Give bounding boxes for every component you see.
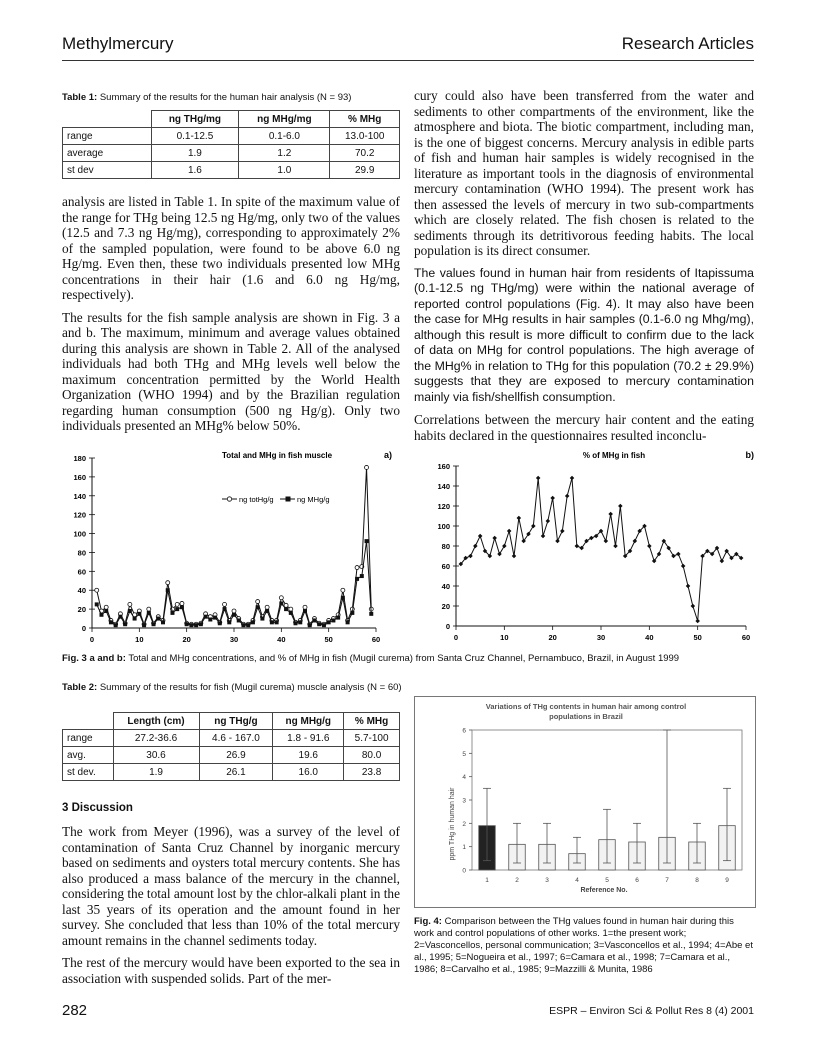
data-point bbox=[118, 615, 122, 619]
data-point bbox=[365, 539, 369, 543]
data-point bbox=[95, 588, 99, 592]
y-tick-label: 4 bbox=[462, 774, 466, 782]
paragraph: The results for the fish sample analysis are shown in Fig. 3 a and b. The maximum, minimum and average values obtained during this analysis are shown in Table 2. All of the analysed individuals had both THg and MHg levels well below the maximum concentration permitted by the World Health Organization (WHO 1994) and by the Brazilian regulation regarding human consumption (500 ng Hg/g). Only two individuals presented an MHg% below 50%. bbox=[62, 309, 400, 433]
data-point bbox=[128, 609, 132, 613]
table-cell: 1.8 - 91.6 bbox=[273, 730, 344, 747]
table2-col-header: ng THg/g bbox=[199, 713, 273, 730]
data-point bbox=[166, 581, 170, 585]
data-point bbox=[142, 623, 146, 627]
y-tick-label: 120 bbox=[437, 502, 450, 511]
data-point bbox=[199, 622, 203, 626]
y-tick-label: 3 bbox=[462, 797, 466, 805]
data-point bbox=[104, 609, 108, 613]
row-label: average bbox=[63, 145, 152, 162]
data-point bbox=[204, 615, 208, 619]
x-tick-label: 10 bbox=[500, 633, 509, 642]
table-row bbox=[63, 128, 400, 145]
y-tick-label: 0 bbox=[445, 622, 450, 631]
y-tick-label: 40 bbox=[77, 586, 86, 596]
fig4-caption-label: Fig. 4: bbox=[414, 916, 442, 927]
data-point bbox=[478, 534, 483, 539]
chart-marks bbox=[459, 476, 744, 624]
y-tick-label: 100 bbox=[73, 529, 86, 539]
legend-entry: ng totHg/g bbox=[239, 495, 274, 504]
panel-label: b) bbox=[745, 450, 754, 460]
data-point bbox=[346, 620, 350, 624]
table-cell: 23.8 bbox=[344, 764, 400, 781]
x-tick-label: 10 bbox=[135, 635, 144, 644]
data-point bbox=[531, 524, 536, 529]
data-point bbox=[570, 476, 575, 481]
data-point bbox=[208, 618, 212, 622]
data-point bbox=[294, 621, 298, 625]
data-point bbox=[133, 617, 137, 621]
table2-col-header: ng MHg/g bbox=[273, 713, 344, 730]
series-line bbox=[461, 478, 741, 621]
data-point bbox=[341, 596, 345, 600]
table-cell: 30.6 bbox=[113, 747, 199, 764]
data-point bbox=[166, 588, 170, 592]
table-row bbox=[63, 764, 400, 781]
x-tick-label: 0 bbox=[89, 635, 95, 644]
legend-circle-marker bbox=[227, 497, 231, 501]
y-axis-label: ppm THg in human hair bbox=[449, 787, 456, 861]
table-row bbox=[63, 145, 400, 162]
running-header-left: Methylmercury bbox=[62, 34, 174, 53]
data-point bbox=[341, 588, 345, 592]
chart-fig4 bbox=[414, 696, 756, 908]
paragraph: Correlations between the mercury hair content and the eating habits declared in the questionnaires resulted inconclu- bbox=[414, 412, 754, 443]
table-cell: 0.1-6.0 bbox=[239, 128, 330, 145]
row-label: range bbox=[63, 730, 114, 747]
data-point bbox=[265, 609, 269, 613]
data-point bbox=[99, 613, 103, 617]
data-point bbox=[575, 544, 580, 549]
y-tick-label: 5 bbox=[462, 750, 466, 758]
data-point bbox=[350, 611, 354, 615]
table-cell: 1.0 bbox=[239, 162, 330, 179]
table1-col-header: % MHg bbox=[330, 111, 400, 128]
data-point bbox=[331, 618, 335, 622]
row-label: st dev. bbox=[63, 764, 114, 781]
table-cell: 1.9 bbox=[151, 145, 239, 162]
data-point bbox=[369, 612, 373, 616]
y-tick-label: 0 bbox=[462, 867, 466, 875]
table1-caption-text: Summary of the results for the human hair analysis (N = 93) bbox=[97, 92, 352, 103]
data-point bbox=[676, 552, 681, 557]
table-cell: 70.2 bbox=[330, 145, 400, 162]
paragraph: The rest of the mercury would have been exported to the sea in association with suspended solids. Part of the mer- bbox=[62, 955, 400, 986]
data-point bbox=[360, 574, 364, 578]
table2-col-header: % MHg bbox=[344, 713, 400, 730]
data-point bbox=[555, 539, 560, 544]
section-heading: 3 Discussion bbox=[62, 802, 133, 814]
y-tick-label: 40 bbox=[441, 582, 450, 591]
data-point bbox=[289, 607, 293, 611]
data-point bbox=[312, 618, 316, 622]
data-point bbox=[152, 622, 156, 626]
data-point bbox=[502, 544, 507, 549]
data-point bbox=[671, 554, 676, 559]
data-point bbox=[232, 613, 236, 617]
data-point bbox=[95, 602, 99, 606]
y-tick-label: 6 bbox=[462, 727, 466, 735]
x-tick-label: 60 bbox=[741, 633, 751, 642]
chart-legend bbox=[222, 495, 330, 504]
table-row bbox=[63, 730, 400, 747]
data-point bbox=[185, 622, 189, 626]
y-tick-label: 20 bbox=[441, 602, 450, 611]
x-tick-label: 40 bbox=[277, 635, 286, 644]
x-tick-label: 20 bbox=[182, 635, 191, 644]
data-point bbox=[227, 620, 231, 624]
row-label: st dev bbox=[63, 162, 152, 179]
data-point bbox=[237, 618, 241, 622]
chart-title: Total and MHg in fish muscle bbox=[221, 451, 333, 460]
data-point bbox=[322, 623, 326, 627]
data-point bbox=[507, 529, 512, 534]
data-point bbox=[180, 605, 184, 609]
x-tick-label: 6 bbox=[635, 877, 639, 884]
table1-header-row bbox=[63, 111, 400, 128]
data-point bbox=[218, 621, 222, 625]
data-point bbox=[223, 607, 227, 611]
table2-caption-text: Summary of the results for fish (Mugil curema) muscle analysis (N = 60) bbox=[97, 682, 402, 693]
x-tick-label: 7 bbox=[665, 877, 669, 884]
data-point bbox=[355, 566, 359, 570]
data-point bbox=[109, 620, 113, 624]
data-point bbox=[468, 554, 473, 559]
y-tick-label: 160 bbox=[73, 472, 86, 482]
table-cell: 1.6 bbox=[151, 162, 239, 179]
data-point bbox=[175, 602, 179, 606]
table2-header-row bbox=[63, 713, 400, 730]
y-tick-label: 20 bbox=[77, 605, 86, 615]
table-cell: 16.0 bbox=[273, 764, 344, 781]
table-cell: 1.9 bbox=[113, 764, 199, 781]
data-point bbox=[546, 519, 551, 524]
data-point bbox=[550, 496, 555, 501]
y-tick-label: 140 bbox=[437, 482, 450, 491]
data-point bbox=[536, 476, 541, 481]
x-tick-label: 3 bbox=[545, 877, 549, 884]
data-point bbox=[189, 623, 193, 627]
series-line bbox=[97, 467, 372, 624]
x-tick-label: 4 bbox=[575, 877, 579, 884]
data-point bbox=[241, 623, 245, 627]
table-cell: 29.9 bbox=[330, 162, 400, 179]
fig4-caption-text: Comparison between the THg values found in human hair during this work and control populations of other works. 1=the present work; 2=Vasconcellos, personal communication; 3=Vasconcellos et al., 1994; 4=Abe et al., 1995; 5=Nogueira et al., 1997; 6=Camara et al., 1998; 7=Camara et al., 1986; 8=Carvalho et al., 1985; 9=Mazzilli & Munita, 1986 bbox=[414, 916, 753, 975]
x-tick-label: 9 bbox=[725, 877, 729, 884]
data-point bbox=[213, 616, 217, 620]
paragraph: The values found in human hair from residents of Itapissuma (0.1-12.5 ng THg/mg) were within the national average of reported control populations (Fig. 4). It may also have been the case for MHg results in hair samples (0.1-6.0 ng Mhg/mg), although this result is more difficult to confirm due to the lack of data on MHg for control populations. The high average of the MHg% in relation to THg for this population (70.2 ± 29.9%) suggests that they are exposed to mercury contamination mainly via fish/shellfish consumption. bbox=[414, 265, 754, 404]
table-cell: 0.1-12.5 bbox=[151, 128, 239, 145]
x-tick-label: 60 bbox=[371, 635, 381, 644]
data-point bbox=[265, 605, 269, 609]
y-tick-label: 180 bbox=[73, 454, 86, 463]
data-point bbox=[589, 536, 594, 541]
y-tick-label: 80 bbox=[77, 548, 86, 558]
table1-col-header: ng THg/mg bbox=[151, 111, 239, 128]
table-cell: 4.6 - 167.0 bbox=[199, 730, 273, 747]
x-tick-label: 30 bbox=[596, 633, 606, 642]
data-point bbox=[256, 605, 260, 609]
table-row bbox=[63, 747, 400, 764]
data-point bbox=[180, 601, 184, 605]
table-cell: 80.0 bbox=[344, 747, 400, 764]
fig3-caption-text: Total and MHg concentrations, and % of MHg in fish (Mugil curema) from Santa Cruz Channel, Pernambuco, Brazil, in August 1999 bbox=[125, 653, 680, 664]
data-point bbox=[365, 465, 369, 469]
y-tick-label: 140 bbox=[73, 491, 86, 501]
y-tick-label: 60 bbox=[77, 567, 86, 577]
data-point bbox=[336, 616, 340, 620]
table-cell: 5.7-100 bbox=[344, 730, 400, 747]
data-point bbox=[161, 620, 165, 624]
data-point bbox=[279, 596, 283, 600]
fig3-caption bbox=[62, 653, 762, 665]
y-tick-label: 100 bbox=[437, 522, 450, 531]
data-point bbox=[681, 564, 686, 569]
data-point bbox=[303, 609, 307, 613]
data-point bbox=[156, 617, 160, 621]
paragraph: analysis are listed in Table 1. In spite of the maximum value of the range for THg being 12.5 ng Hg/mg, only two of the values (12.5 and 7.3 ng Hg/mg), corresponding to approximately 2% of the sampled population, were found to be above 6.0 ng Hg/mg. Even then, these two individuals presented low MHg concentrations in their hair (1.6 and 6.0 ng Hg/mg, respectively). bbox=[62, 194, 400, 302]
row-label: avg. bbox=[63, 747, 114, 764]
data-point bbox=[256, 600, 260, 604]
x-tick-label: 1 bbox=[485, 877, 489, 884]
data-point bbox=[608, 512, 613, 517]
header-rule bbox=[62, 60, 754, 61]
row-label: range bbox=[63, 128, 152, 145]
data-point bbox=[613, 544, 618, 549]
table2-caption-label: Table 2: bbox=[62, 682, 98, 693]
fig4-caption bbox=[414, 916, 756, 976]
paragraph: The work from Meyer (1996), was a survey of the level of contamination of Santa Cruz Channel by inorganic mercury based on sediments and oysters total mercury contents. She has also produced a mass balance of the mercury in the channel, considering the total amount lost by the chlor-alkali plant in the last 35 years of its operation and the amount found in her survey. She concluded that less than 10% of the total mercury amount remains in the channel sediments today. bbox=[62, 824, 400, 948]
data-point bbox=[147, 607, 151, 611]
right-column-text bbox=[414, 88, 754, 450]
table-cell: 1.2 bbox=[239, 145, 330, 162]
section3-text bbox=[62, 824, 400, 993]
data-point bbox=[289, 611, 293, 615]
table1-col-header: ng MHg/mg bbox=[239, 111, 330, 128]
data-point bbox=[647, 544, 652, 549]
data-point bbox=[175, 607, 179, 611]
table2-col-header: Length (cm) bbox=[113, 713, 199, 730]
y-tick-label: 120 bbox=[73, 510, 86, 520]
data-point bbox=[223, 602, 227, 606]
data-point bbox=[298, 620, 302, 624]
data-point bbox=[232, 609, 236, 613]
x-tick-label: 8 bbox=[695, 877, 699, 884]
table-cell: 13.0-100 bbox=[330, 128, 400, 145]
data-point bbox=[308, 623, 312, 627]
x-tick-label: 5 bbox=[605, 877, 609, 884]
x-tick-label: 20 bbox=[548, 633, 557, 642]
x-tick-label: 50 bbox=[693, 633, 702, 642]
paragraph: cury could also have been transferred from the water and sediments to other compartments of the environment, like the atmosphere and biota. The biotic compartment, including man, is the one of biggest concerns. Mercury analysis in edible parts of fish and human hair samples is widely recognised in the literature as important tools in the diagnosis of environmental mercury contamination (WHO 1994). The present work has then assessed the levels of mercury in two sub-compartments which are closely related. The fish chosen is related to the sediments through its detritivorous feeding habits. The local population is its direct consumer. bbox=[414, 88, 754, 258]
x-tick-label: 40 bbox=[645, 633, 654, 642]
y-tick-label: 2 bbox=[462, 820, 466, 828]
data-point bbox=[565, 494, 570, 499]
table2-caption bbox=[62, 682, 402, 694]
y-tick-label: 1 bbox=[462, 844, 466, 852]
running-header-right: Research Articles bbox=[621, 34, 754, 53]
data-point bbox=[686, 584, 691, 589]
table1-caption bbox=[62, 92, 402, 104]
x-tick-label: 0 bbox=[453, 633, 459, 642]
data-point bbox=[114, 623, 118, 627]
data-point bbox=[618, 504, 623, 509]
x-tick-label: 50 bbox=[324, 635, 333, 644]
data-point bbox=[194, 623, 198, 627]
x-axis-label: Reference No. bbox=[580, 887, 628, 894]
chart-fig3a bbox=[62, 448, 402, 648]
x-tick-label: 2 bbox=[515, 877, 519, 884]
left-column-text bbox=[62, 194, 400, 441]
fig3-caption-label: Fig. 3 a and b: bbox=[62, 653, 126, 664]
data-point bbox=[260, 617, 264, 621]
data-point bbox=[279, 601, 283, 605]
y-tick-label: 0 bbox=[81, 624, 86, 633]
data-point bbox=[275, 620, 279, 624]
legend-square-marker bbox=[286, 497, 291, 502]
panel-label: a) bbox=[383, 450, 392, 460]
legend-entry: ng MHg/g bbox=[297, 495, 330, 504]
data-point bbox=[317, 622, 321, 626]
y-tick-label: 160 bbox=[437, 462, 450, 471]
table-cell: 26.1 bbox=[199, 764, 273, 781]
data-point bbox=[246, 623, 250, 627]
data-point bbox=[284, 607, 288, 611]
chart-fig3b bbox=[414, 448, 759, 648]
chart-title: populations in Brazil bbox=[549, 712, 623, 721]
data-point bbox=[560, 529, 565, 534]
table1-caption-label: Table 1: bbox=[62, 92, 98, 103]
data-point bbox=[355, 577, 359, 581]
data-point bbox=[147, 611, 151, 615]
data-point bbox=[695, 619, 700, 624]
journal-citation: ESPR – Environ Sci & Pollut Res 8 (4) 2001 bbox=[549, 1005, 754, 1017]
table1 bbox=[62, 110, 400, 179]
data-point bbox=[270, 620, 274, 624]
table-cell: 27.2-36.6 bbox=[113, 730, 199, 747]
table-cell: 26.9 bbox=[199, 747, 273, 764]
page-number: 282 bbox=[62, 1002, 88, 1019]
table-row bbox=[63, 162, 400, 179]
data-point bbox=[541, 534, 546, 539]
data-point bbox=[128, 602, 132, 606]
data-point bbox=[492, 536, 497, 541]
table2-corner bbox=[63, 713, 114, 730]
data-point bbox=[512, 554, 517, 559]
data-point bbox=[123, 622, 127, 626]
data-point bbox=[137, 612, 141, 616]
data-point bbox=[104, 605, 108, 609]
table-cell: 19.6 bbox=[273, 747, 344, 764]
y-tick-label: 80 bbox=[441, 542, 450, 551]
data-point bbox=[303, 605, 307, 609]
data-point bbox=[633, 539, 638, 544]
table2 bbox=[62, 712, 400, 781]
y-tick-label: 60 bbox=[441, 562, 450, 571]
data-point bbox=[517, 516, 522, 521]
table1-corner bbox=[63, 111, 152, 128]
chart-title: % of MHg in fish bbox=[582, 451, 646, 460]
chart-marks bbox=[95, 465, 374, 627]
data-point bbox=[473, 544, 478, 549]
data-point bbox=[170, 611, 174, 615]
data-point bbox=[604, 539, 609, 544]
data-point bbox=[720, 559, 725, 564]
x-tick-label: 30 bbox=[229, 635, 239, 644]
data-point bbox=[691, 604, 696, 609]
data-point bbox=[327, 620, 331, 624]
data-point bbox=[251, 620, 255, 624]
chart-title: Variations of THg contents in human hair among control bbox=[485, 702, 687, 711]
data-point bbox=[497, 552, 502, 557]
